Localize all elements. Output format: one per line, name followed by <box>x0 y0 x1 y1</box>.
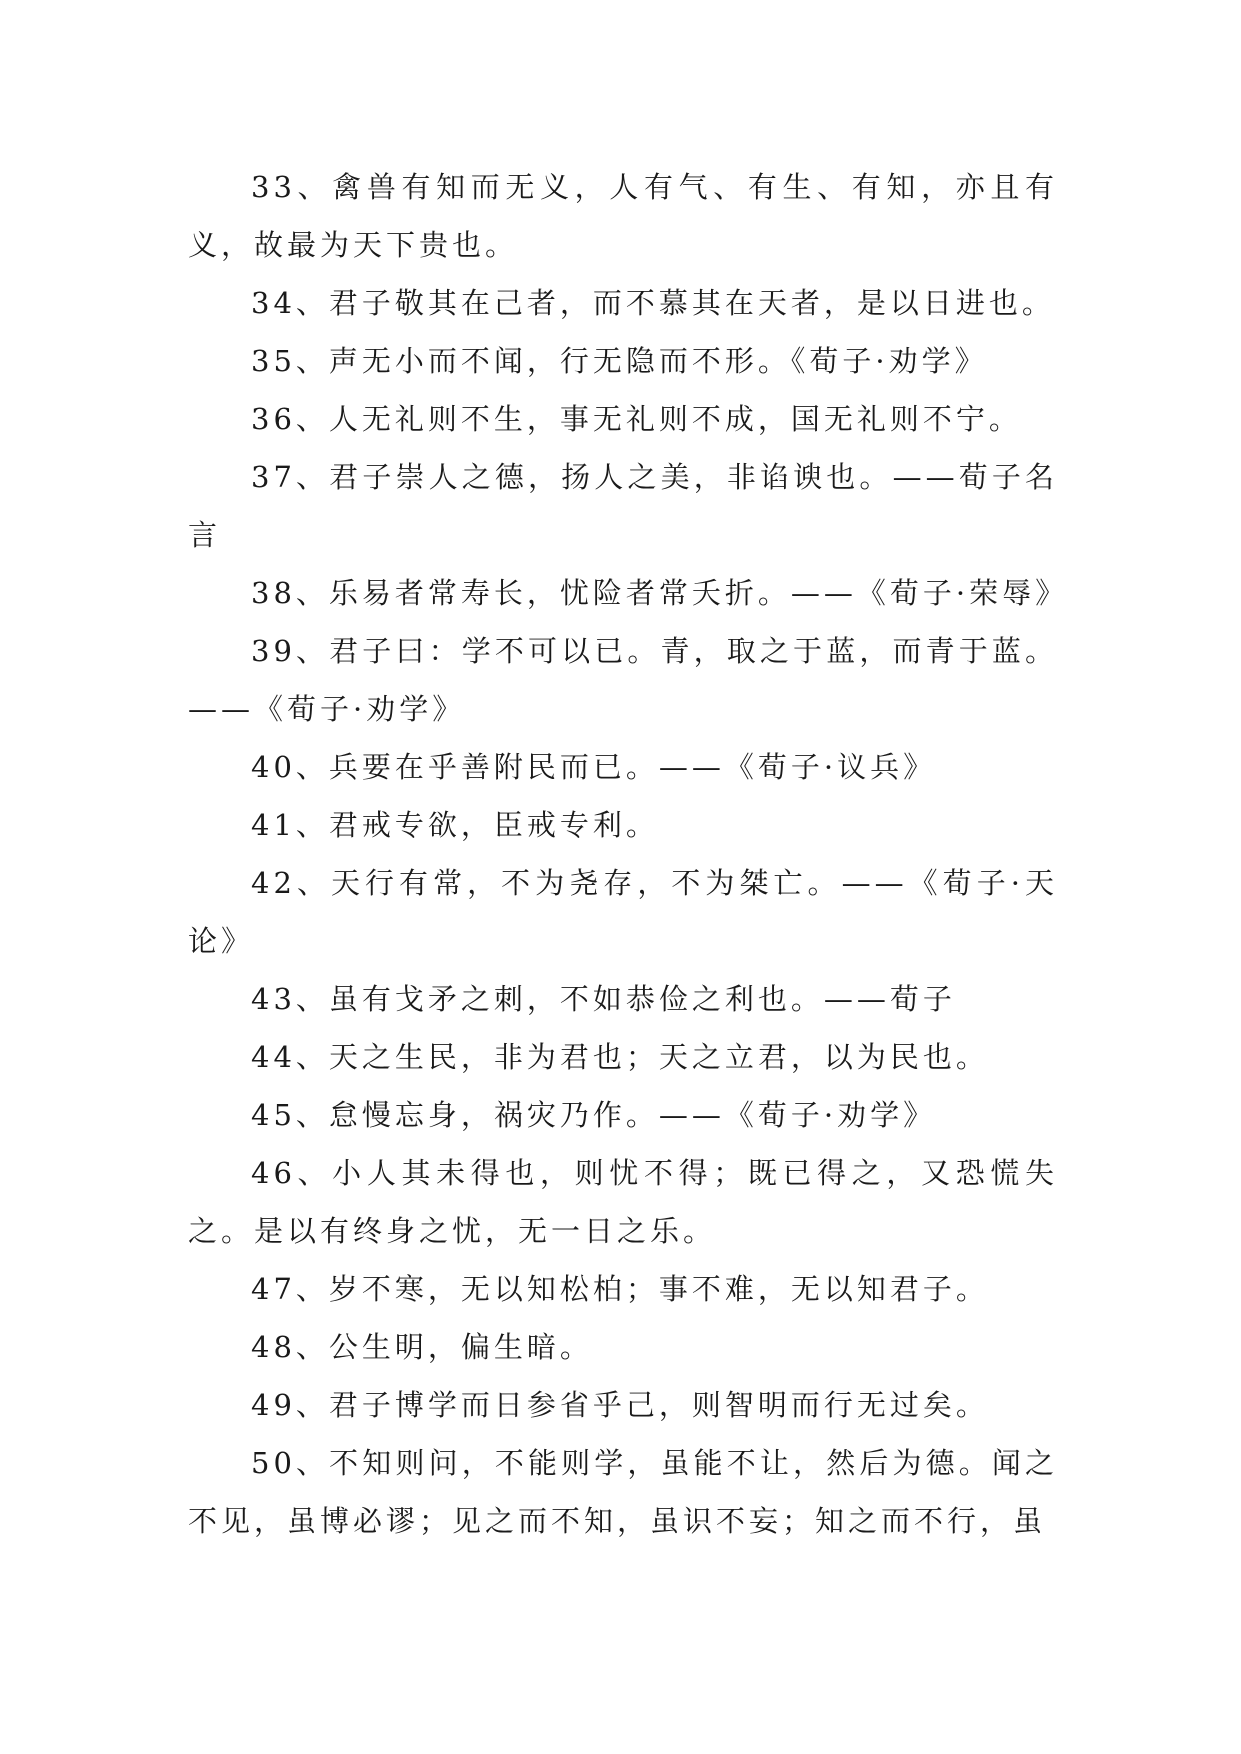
quote-43: 43、虽有戈矛之刺，不如恭俭之利也。——荀子 <box>251 982 956 1016</box>
quote-40: 40、兵要在乎善附民而已。——《荀子·议兵》 <box>251 750 937 784</box>
quote-33: 33、禽兽有知而无义，人有气、有生、有知，亦且有义，故最为天下贵也。 <box>188 170 1058 262</box>
quote-39: 39、君子曰：学不可以已。青，取之于蓝，而青于蓝。——《荀子·劝学》 <box>188 634 1058 726</box>
quote-46: 46、小人其未得也，则忧不得；既已得之，又恐慌失之。是以有终身之忧，无一日之乐。 <box>188 1156 1058 1248</box>
quote-50: 50、不知则问，不能则学，虽能不让，然后为德。闻之不见，虽博必谬；见之而不知，虽识不妄；知之而不行，虽 <box>188 1446 1058 1538</box>
quote-36: 36、人无礼则不生，事无礼则不成，国无礼则不宁。 <box>251 402 1022 436</box>
quote-47: 47、岁不寒，无以知松柏；事不难，无以知君子。 <box>251 1272 989 1306</box>
quote-48: 48、公生明，偏生暗。 <box>251 1330 593 1364</box>
quote-45: 45、怠慢忘身，祸灾乃作。——《荀子·劝学》 <box>251 1098 937 1132</box>
quote-37: 37、君子崇人之德，扬人之美，非谄谀也。——荀子名言 <box>188 460 1058 552</box>
quote-42: 42、天行有常，不为尧存，不为桀亡。——《荀子·天论》 <box>188 866 1058 958</box>
quote-44: 44、天之生民，非为君也；天之立君，以为民也。 <box>251 1040 989 1074</box>
quote-41: 41、君戒专欲，臣戒专利。 <box>251 808 659 842</box>
quote-35: 35、声无小而不闻，行无隐而不形。《荀子·劝学》 <box>251 344 988 378</box>
quote-49: 49、君子博学而日参省乎己，则智明而行无过矣。 <box>251 1388 989 1422</box>
quote-38: 38、乐易者常寿长，忧险者常夭折。——《荀子·荣辱》 <box>251 576 1069 610</box>
quote-list <box>188 158 1069 1550</box>
quote-34: 34、君子敬其在己者，而不慕其在天者，是以日进也。 <box>251 286 1055 320</box>
